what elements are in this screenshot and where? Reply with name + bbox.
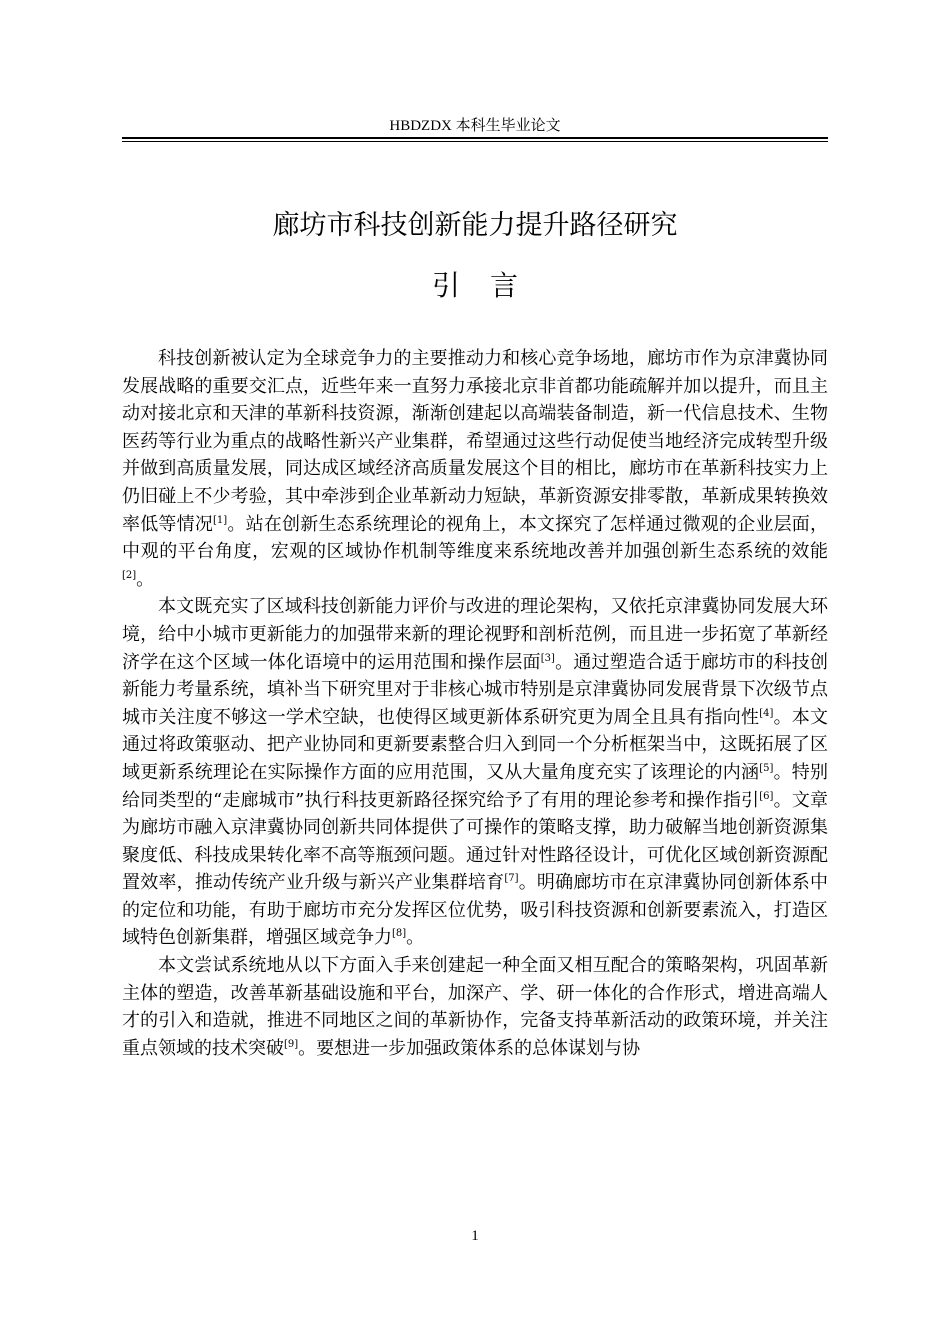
citation-marker: [3] [540, 652, 555, 664]
paragraph-text: 。 [406, 927, 425, 949]
header-rule [122, 137, 828, 139]
citation-marker: [7] [504, 873, 519, 885]
paragraph [122, 952, 828, 1062]
citation-marker: [4] [759, 707, 774, 719]
paragraph-text: 。站在创新生态系统理论的视角上，本文探究了怎样通过微观的企业层面，中观的平台角度，宏观的区域协作机制等维度来系统地改善并加强创新生态系统的效能 [122, 513, 828, 563]
citation-marker: [6] [759, 790, 774, 802]
paragraph-text: 科技创新被认定为全球竞争力的主要推动力和核心竞争场地，廊坊市作为京津冀协同发展战略的重要交汇点，近些年来一直努力承接北京非首都功能疏解并加以提升，而且主动对接北京和天津的革新科技资源，渐渐创建起以高端装备制造，新一代信息技术、生物医药等行业为重点的战略性新兴产业集群，希望通过这些行动促使当地经济完成转型升级并做到高质量发展，同达成区域经济高质量发展这个目的相比，廊坊市在革新科技实力上仍旧碰上不少考验，其中牵涉到企业革新动力短缺，革新资源安排零散，革新成果转换效率低等情况 [122, 348, 828, 535]
paragraph-text: 。要想进一步加强政策体系的总体谋划与协 [298, 1037, 641, 1059]
body-text [122, 345, 828, 1062]
paragraph-text: 。本文通过将政策驱动、把产业协同和更新要素整合归入到同一个分析框架当中，这既拓展了区域更新系统理论在实际操作方面的应用范围，又从大量角度充实了该理论的内涵 [122, 706, 829, 783]
paragraph-text: 本文尝试系统地从以下方面入手来创建起一种全面又相互配合的策略架构，巩固革新主体的塑造，改善革新基础设施和平台，加深产、学、研一体化的合作形式，增进高端人才的引入和造就，推进不同地区之间的革新协作，完备支持革新活动的政策环境，并关注重点领域的技术突破 [122, 955, 828, 1059]
paragraph [122, 593, 828, 952]
paragraph-text: 。明确廊坊市在京津冀协同创新体系中的定位和功能，有助于廊坊市充分发挥区位优势，吸引科技资源和创新要素流入，打造区域特色创新集群，增强区域竞争力 [122, 872, 829, 949]
citation-marker: [2] [122, 569, 137, 581]
paragraph-text: 。通过塑造合适于廊坊市的科技创新能力考量系统，填补当下研究里对于非核心城市特别是京津冀协同发展背景下次级节点城市关注度不够这一学术空缺，也使得区域更新体系研究更为周全且具有指向性 [122, 651, 829, 728]
paragraph-text: 。文章为廊坊市融入京津冀协同创新共同体提供了可操作的策略支撑，助力破解当地创新资源集聚度低、科技成果转化率不高等瓶颈问题。通过针对性路径设计，可优化区域创新资源配置效率，推动传统产业升级与新兴产业集群培育 [122, 789, 829, 894]
citation-marker: [9] [284, 1038, 299, 1050]
section-heading: 引言 [431, 269, 548, 302]
citation-marker: [8] [392, 928, 407, 940]
paper-title: 廊坊市科技创新能力提升路径研究 [272, 210, 678, 242]
paragraph [122, 345, 828, 593]
citation-marker: [1] [213, 514, 228, 526]
running-header: HBDZDX 本科生毕业论文 [389, 118, 561, 134]
page-number: 1 [471, 1228, 479, 1244]
paragraph-text: 本文既充实了区域科技创新能力评价与改进的理论架构，又依托京津冀协同发展大环境，给中小城市更新能力的加强带来新的理论视野和剖析范例，而且进一步拓宽了革新经济学在这个区域一体化语境中的运用范围和操作层面 [122, 596, 828, 673]
header-rule-secondary [122, 141, 828, 142]
paragraph-text: 。 [136, 568, 155, 590]
citation-marker: [5] [759, 762, 774, 774]
paragraph-text: 。特别给同类型的“走廊城市”执行科技更新路径探究给予了有用的理论参考和操作指引 [122, 761, 829, 811]
